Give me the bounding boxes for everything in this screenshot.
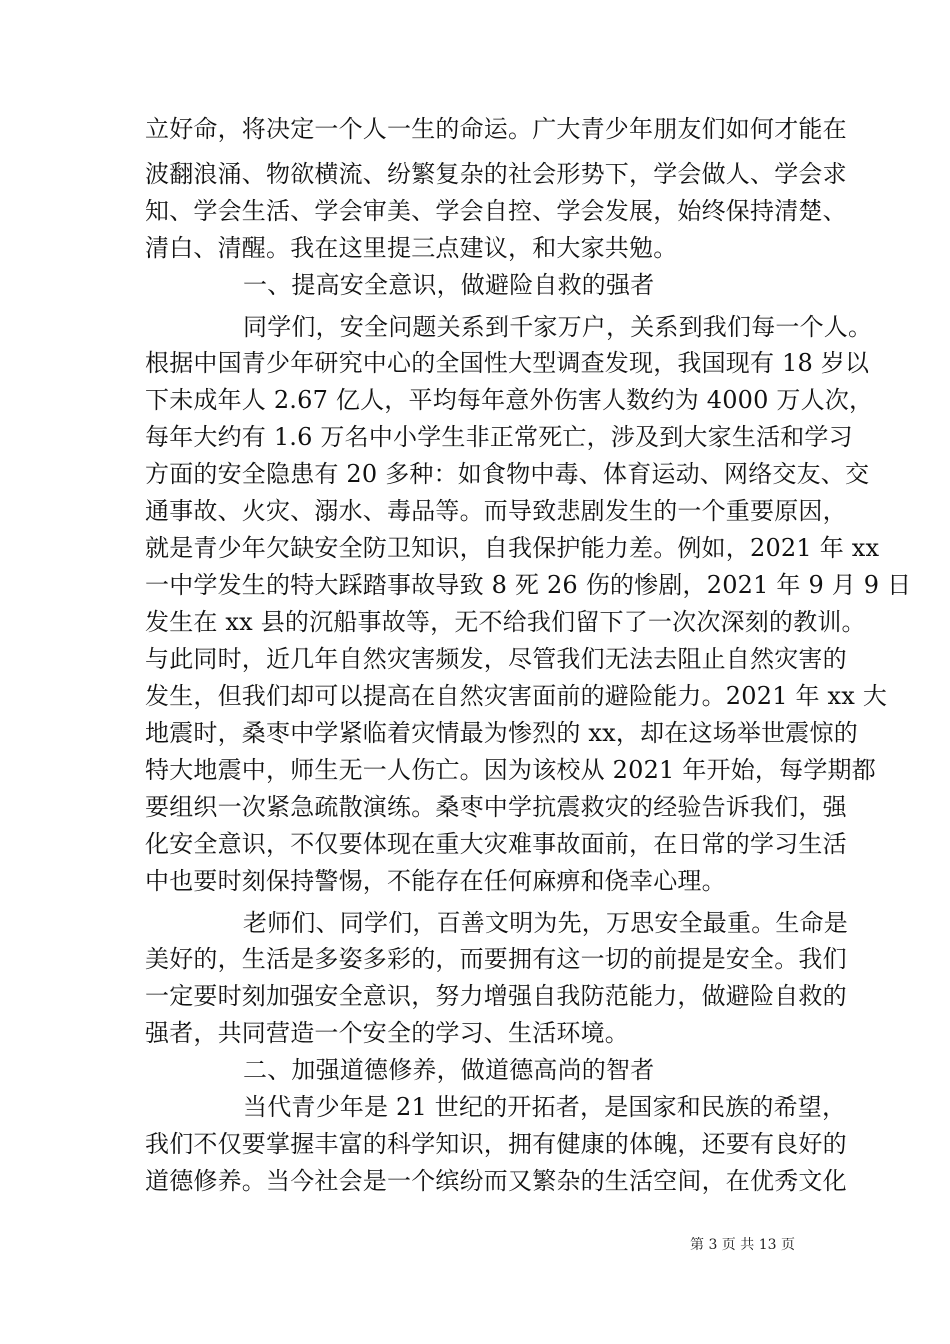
text-line: 一中学发生的特大踩踏事故导致 8 死 26 伤的惨剧，2021 年 9 月 9 日 <box>145 571 912 599</box>
text-line: 发生在 xx 县的沉船事故等，无不给我们留下了一次次深刻的教训。 <box>145 608 866 636</box>
text-line: 道德修养。当今社会是一个缤纷而又繁杂的生活空间，在优秀文化 <box>145 1167 847 1195</box>
text-line: 知、学会生活、学会审美、学会自控、学会发展，始终保持清楚、 <box>145 197 847 225</box>
text-line: 通事故、火灾、溺水、毒品等。而导致悲剧发生的一个重要原因， <box>145 497 847 525</box>
text-line: 根据中国青少年研究中心的全国性大型调查发现，我国现有 18 岁以 <box>145 349 870 377</box>
text-line: 一定要时刻加强安全意识，努力增强自我防范能力，做避险自救的 <box>145 982 847 1010</box>
text-line: 地震时，桑枣中学紧临着灾情最为惨烈的 xx，却在这场举世震惊的 <box>145 719 858 747</box>
text-line: 同学们，安全问题关系到千家万户，关系到我们每一个人。 <box>243 313 873 341</box>
text-line: 要组织一次紧急疏散演练。桑枣中学抗震救灾的经验告诉我们，强 <box>145 793 847 821</box>
text-line: 我们不仅要掌握丰富的科学知识，拥有健康的体魄，还要有良好的 <box>145 1130 847 1158</box>
text-line: 波翻浪涌、物欲横流、纷繁复杂的社会形势下，学会做人、学会求 <box>145 160 847 188</box>
text-line: 特大地震中，师生无一人伤亡。因为该校从 2021 年开始，每学期都 <box>145 756 876 784</box>
text-line: 老师们、同学们，百善文明为先，万思安全最重。生命是 <box>243 909 848 937</box>
text-line: 当代青少年是 21 世纪的开拓者，是国家和民族的希望， <box>243 1093 847 1121</box>
text-line: 与此同时，近几年自然灾害频发，尽管我们无法去阻止自然灾害的 <box>145 645 847 673</box>
text-line: 化安全意识，不仅要体现在重大灾难事故面前，在日常的学习生活 <box>145 830 847 858</box>
text-line: 就是青少年欠缺安全防卫知识，自我保护能力差。例如，2021 年 xx <box>145 534 880 562</box>
text-line: 美好的，生活是多姿多彩的，而要拥有这一切的前提是安全。我们 <box>145 945 847 973</box>
text-line: 清白、清醒。我在这里提三点建议，和大家共勉。 <box>145 234 678 262</box>
section-heading: 一、提高安全意识，做避险自救的强者 <box>243 271 655 299</box>
page-number-footer: 第 3 页 共 13 页 <box>690 1237 795 1253</box>
text-line: 下未成年人 2.67 亿人，平均每年意外伤害人数约为 4000 万人次， <box>145 386 874 414</box>
text-line: 每年大约有 1.6 万名中小学生非正常死亡，涉及到大家生活和学习 <box>145 423 853 451</box>
text-line: 立好命，将决定一个人一生的命运。广大青少年朋友们如何才能在 <box>145 115 847 143</box>
text-line: 强者，共同营造一个安全的学习、生活环境。 <box>145 1019 629 1047</box>
text-line: 中也要时刻保持警惕，不能存在任何麻痹和侥幸心理。 <box>145 867 726 895</box>
text-line: 方面的安全隐患有 20 多种：如食物中毒、体育运动、网络交友、交 <box>145 460 870 488</box>
section-heading: 二、加强道德修养，做道德高尚的智者 <box>243 1056 655 1084</box>
text-line: 发生，但我们却可以提高在自然灾害面前的避险能力。2021 年 xx 大 <box>145 682 888 710</box>
